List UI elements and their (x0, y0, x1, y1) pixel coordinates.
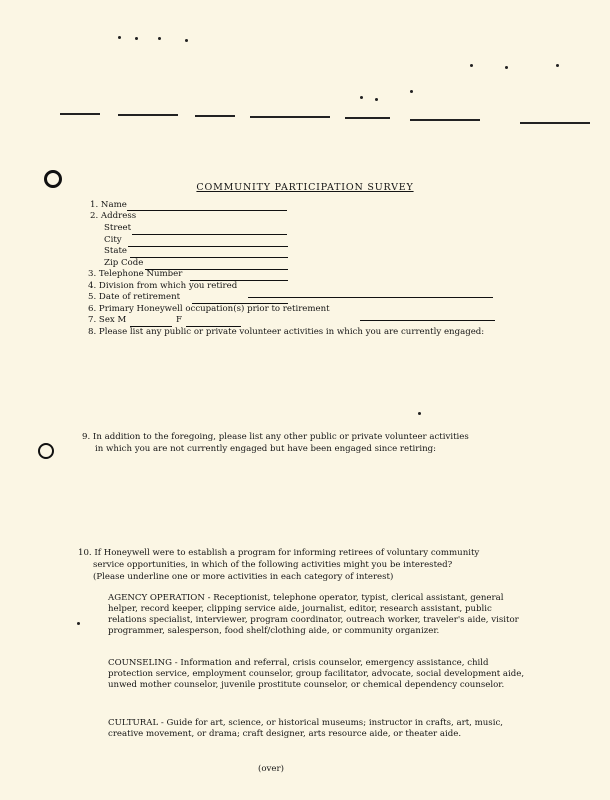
scan-speck (118, 36, 121, 39)
scan-speck (158, 37, 161, 40)
scan-speck (135, 37, 138, 40)
top-rule-segment (410, 119, 480, 121)
division-line[interactable] (248, 297, 493, 298)
scan-speck (470, 64, 473, 67)
state-label: State (104, 246, 128, 256)
telephone-label: 3. Telephone Number (88, 269, 183, 279)
scan-speck (185, 39, 188, 42)
page-footer: (over) (258, 764, 284, 774)
cultural-paragraph: CULTURAL - Guide for art, science, or historical museums; instructor in crafts, art, music, creative movement, or drama; craft designer, arts resource aide, or theater aide. (108, 718, 503, 739)
top-rule-segment (250, 116, 330, 118)
question-9-line-1: 9. In addition to the foregoing, please list any other public or private volunteer activities (82, 432, 469, 442)
question-8: 8. Please list any public or private volunteer activities in which you are currently engaged: (88, 327, 485, 337)
top-rule-segment (520, 122, 590, 124)
street-label: Street (104, 223, 132, 233)
agency-operation-paragraph: AGENCY OPERATION - Receptionist, telephone operator, typist, clerical assistant, general helper, record keeper, clipping service aide, journalist, editor, research assistant, public relations specialist, interviewer, program coordinator, outreach worker, traveler's aide, visitor programmer, salesperson, food shelf/clothing aide, or community organizer. (108, 593, 519, 636)
question-10-line-3: (Please underline one or more activities in each category of interest) (93, 572, 394, 582)
top-rule-segment (60, 113, 100, 115)
punch-hole-middle (38, 443, 54, 459)
zip-code-label: Zip Code (104, 258, 144, 268)
counseling-paragraph: COUNSELING - Information and referral, crisis counselor, emergency assistance, child protection service, employment counselor, group facilitator, advocate, social development aide, unwed mother counselor, juvenile prostitute counselor, or chemical dependency counselor. (108, 658, 525, 690)
scan-speck (418, 412, 421, 415)
state-line[interactable] (130, 257, 288, 258)
scan-speck (360, 96, 363, 99)
name-line[interactable] (127, 210, 287, 211)
sex-f-label: F (176, 315, 182, 325)
occupation-label: 6. Primary Honeywell occupation(s) prior to retirement (88, 304, 330, 314)
address-label: 2. Address (90, 211, 137, 221)
scan-speck (375, 98, 378, 101)
top-rule-segment (195, 115, 235, 117)
street-line[interactable] (132, 234, 287, 235)
scan-speck (556, 64, 559, 67)
sex-m-label: 7. Sex M (88, 315, 127, 325)
top-rule-segment (118, 114, 178, 116)
scan-speck (410, 90, 413, 93)
question-10-line-2: service opportunities, in which of the following activities might you be interested? (93, 560, 453, 570)
occupation-line[interactable] (360, 320, 495, 321)
question-9-line-2: in which you are not currently engaged but have been engaged since retiring: (95, 444, 437, 454)
name-label: 1. Name (90, 200, 127, 210)
survey-title: COMMUNITY PARTICIPATION SURVEY (196, 182, 414, 193)
city-line[interactable] (128, 246, 288, 247)
retirement-date-label: 5. Date of retirement (88, 292, 181, 302)
scan-speck (505, 66, 508, 69)
question-10-line-1: 10. If Honeywell were to establish a program for informing retirees of voluntary community (78, 548, 480, 558)
top-rule-segment (345, 117, 390, 119)
scan-speck (77, 622, 80, 625)
division-label: 4. Division from which you retired (88, 281, 238, 291)
city-label: City (104, 235, 122, 245)
